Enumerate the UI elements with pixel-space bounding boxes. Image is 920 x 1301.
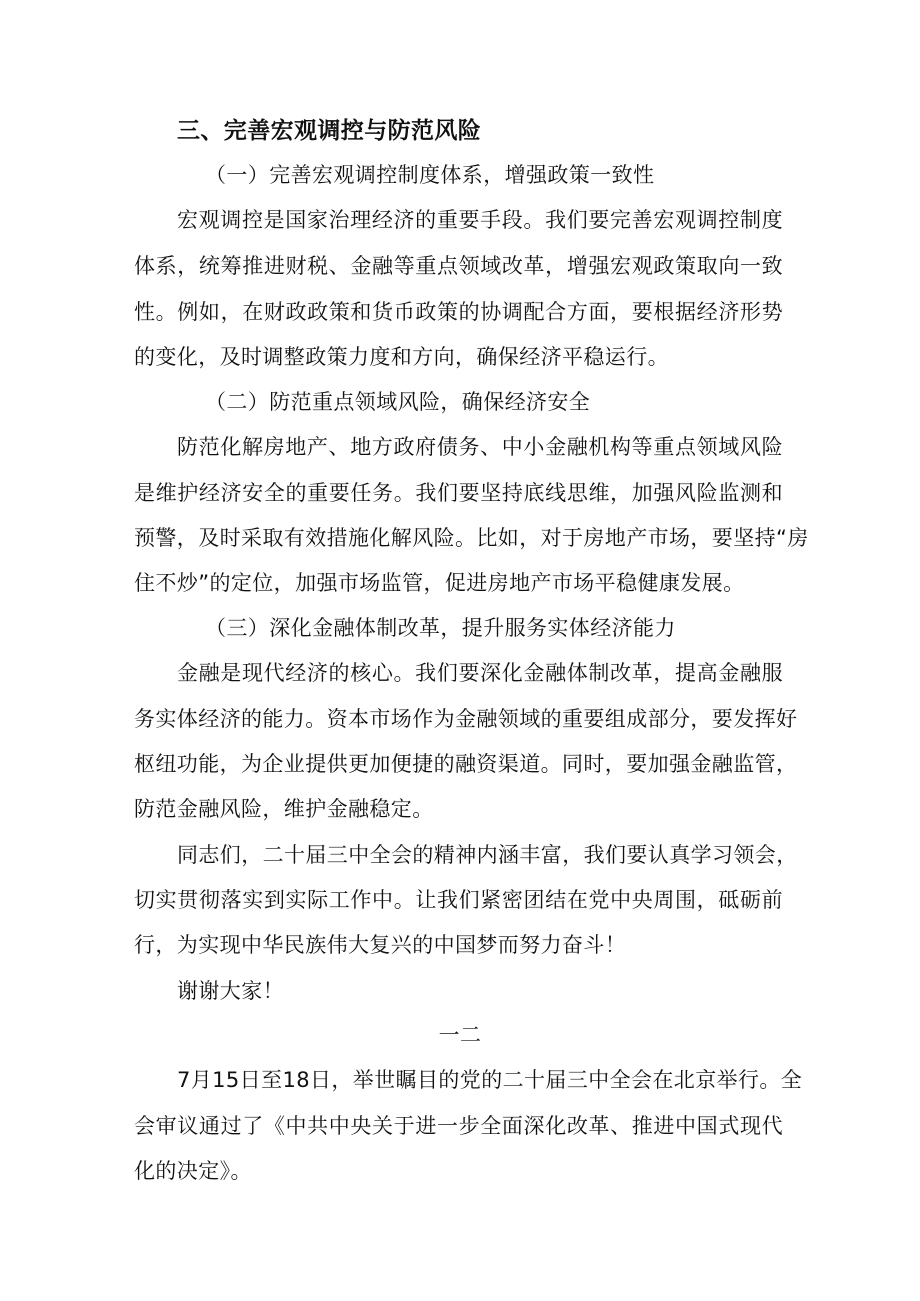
closing-line: 切实贯彻落实到实际工作中。让我们紧密团结在党中央周围，砥砺前	[134, 888, 783, 912]
closing-line: 同志们，二十届三中全会的精神内涵丰富，我们要认真学习领会，	[177, 843, 798, 867]
paragraph-line: 防范化解房地产、地方政府债务、中小金融机构等重点领域风险	[177, 435, 783, 459]
subsection-title-1: （一）完善宏观调控制度体系，增强政策一致性	[205, 163, 655, 187]
paragraph-line: 体系，统筹推进财税、金融等重点领域改革，增强宏观政策取向一致	[134, 254, 783, 278]
section-heading: 三、完善宏观调控与防范风险	[177, 118, 482, 144]
paragraph-line: 预警，及时采取有效措施化解风险。比如，对于房地产市场，要坚持“房	[134, 526, 809, 550]
next-section-line: 化的决定》。	[134, 1159, 252, 1183]
paragraph-line: 防范金融风险，维护金融稳定。	[134, 797, 434, 821]
paragraph-line: 性。例如，在财政政策和货币政策的协调配合方面，要根据经济形势	[134, 300, 783, 324]
closing-line: 行，为实现中华民族伟大复兴的中国梦而努力奋斗！	[134, 933, 627, 957]
next-section-line: 7月15日至18日，举世瞩目的党的二十届三中全会在北京举行。全	[177, 1068, 803, 1092]
paragraph-line: 枢纽功能，为企业提供更加便捷的融资渠道。同时，要加强金融监管，	[134, 752, 798, 776]
paragraph-line: 金融是现代经济的核心。我们要深化金融体制改革，提高金融服	[177, 661, 783, 685]
next-section-line: 会审议通过了《中共中央关于进一步全面深化改革、推进中国式现代	[134, 1114, 783, 1138]
subsection-title-2: （二）防范重点领域风险，确保经济安全	[205, 390, 591, 414]
paragraph-line: 务实体经济的能力。资本市场作为金融领域的重要组成部分，要发挥好	[134, 707, 798, 731]
paragraph-line: 的变化，及时调整政策力度和方向，确保经济平稳运行。	[134, 345, 669, 369]
thanks-line: 谢谢大家！	[177, 979, 284, 1003]
paragraph-line: 是维护经济安全的重要任务。我们要坚持底线思维，加强风险监测和	[134, 481, 783, 505]
subsection-title-3: （三）深化金融体制改革，提升服务实体经济能力	[205, 616, 676, 640]
paragraph-line: 宏观调控是国家治理经济的重要手段。我们要完善宏观调控制度	[177, 208, 783, 232]
section-divider-label: 一二	[438, 1023, 482, 1047]
paragraph-line: 住不炒”的定位，加强市场监管，促进房地产市场平稳健康发展。	[134, 571, 745, 595]
